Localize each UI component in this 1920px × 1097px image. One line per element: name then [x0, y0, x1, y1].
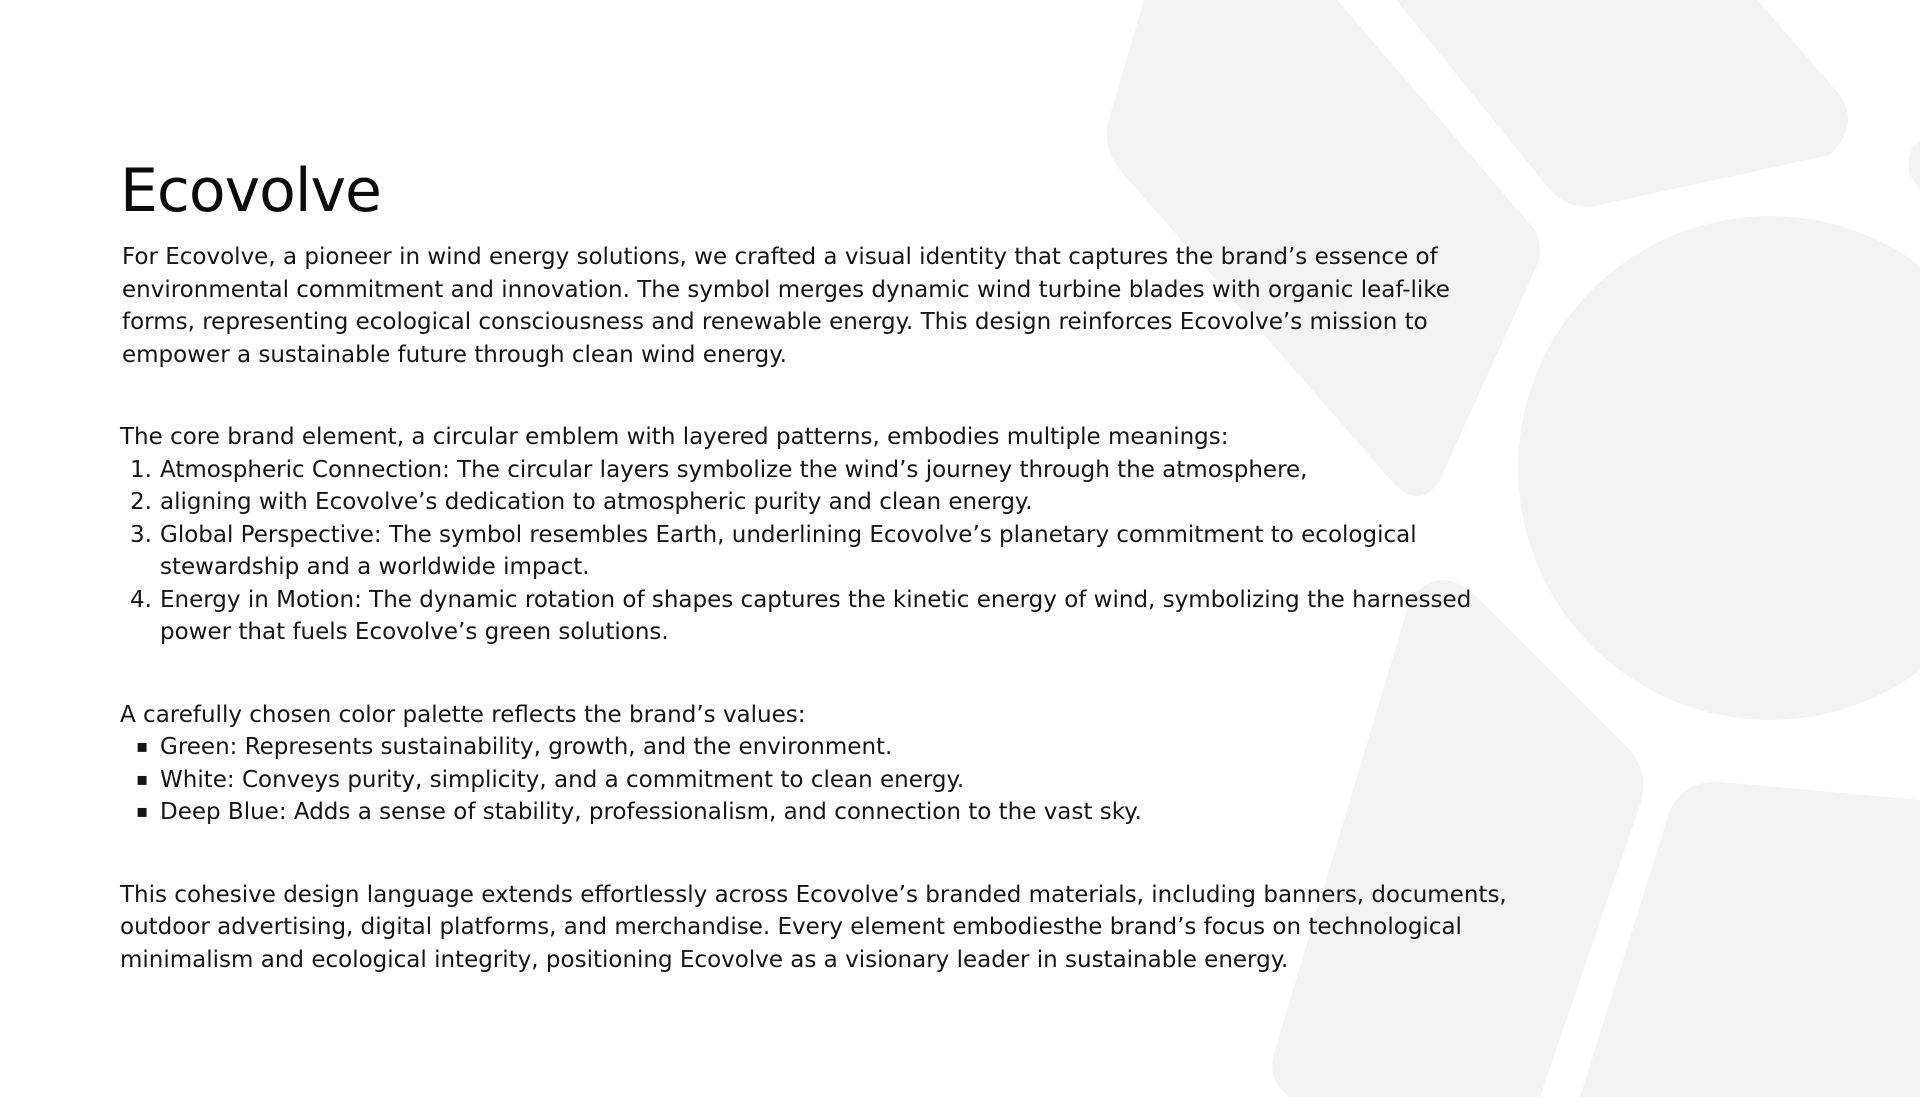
list-item: [120, 796, 1530, 829]
list-number: 1.: [130, 456, 152, 483]
content: [120, 155, 1530, 976]
emblem-lead: The core brand element, a circular emblem with layered patterns, embodies multiple meanings:: [120, 424, 1229, 450]
list-item-text: aligning with Ecovolve’s dedication to atmospheric purity and clean energy.: [160, 489, 1033, 515]
intro-paragraph: For Ecovolve, a pioneer in wind energy solutions, we crafted a visual identity that captures the brand’s essence of environmental commitment and innovation. The symbol merges dynamic wind turbine blades with organic leaf-like forms, representing ecological consciousness and renewable energy. This design reinforces Ecovolve’s mission to empower a sustainable future through clean wind energy.: [122, 244, 1450, 368]
palette-list: [120, 731, 1530, 829]
palette-lead: A carefully chosen color palette reflects the brand’s values:: [120, 701, 806, 728]
list-item: [120, 486, 1530, 519]
list-number: 3.: [130, 521, 152, 548]
list-item: [120, 731, 1530, 764]
list-item-text: White: Conveys purity, simplicity, and a commitment to clean energy.: [160, 766, 965, 793]
watermark-blade-right-edge: [1909, 140, 1920, 190]
list-item: [120, 764, 1530, 797]
list-item-text: Deep Blue: Adds a sense of stability, professionalism, and connection to the vast sky.: [160, 799, 1142, 825]
list-item-text: Energy in Motion: The dynamic rotation of shapes captures the kinetic energy of wind, symbolizing the harnessed power that fuels Ecovolve’s green solutions.: [160, 586, 1472, 645]
list-item-text: Global Perspective: The symbol resembles Earth, underlining Ecovolve’s planetary commitment to ecological stewardship and a worldwide impact.: [160, 521, 1417, 580]
emblem-meaning-list: [120, 454, 1530, 649]
list-item: [120, 454, 1530, 487]
closing-paragraph: This cohesive design language extends effortlessly across Ecovolve’s branded materials, including banners, documents, outdoor advertising, digital platforms, and merchandise. Every element embodiesthe brand’s focus on technological minimalism and ecological integrity, positioning Ecovolve as a visionary leader in sustainable energy.: [120, 881, 1507, 973]
list-item: [120, 519, 1530, 584]
list-item: [120, 584, 1530, 649]
page-title: Ecovolve: [120, 156, 381, 226]
list-item-text: Green: Represents sustainability, growth, and the environment.: [160, 734, 893, 760]
watermark-circle: [1518, 216, 1920, 720]
list-number: 4.: [130, 586, 152, 613]
list-item-text: Atmospheric Connection: The circular layers symbolize the wind’s journey through the atmosphere,: [160, 456, 1308, 483]
bullet-icon: ▪: [136, 768, 149, 790]
bullet-icon: ▪: [136, 736, 149, 757]
bullet-icon: ▪: [136, 801, 149, 822]
list-number: 2.: [130, 489, 152, 515]
